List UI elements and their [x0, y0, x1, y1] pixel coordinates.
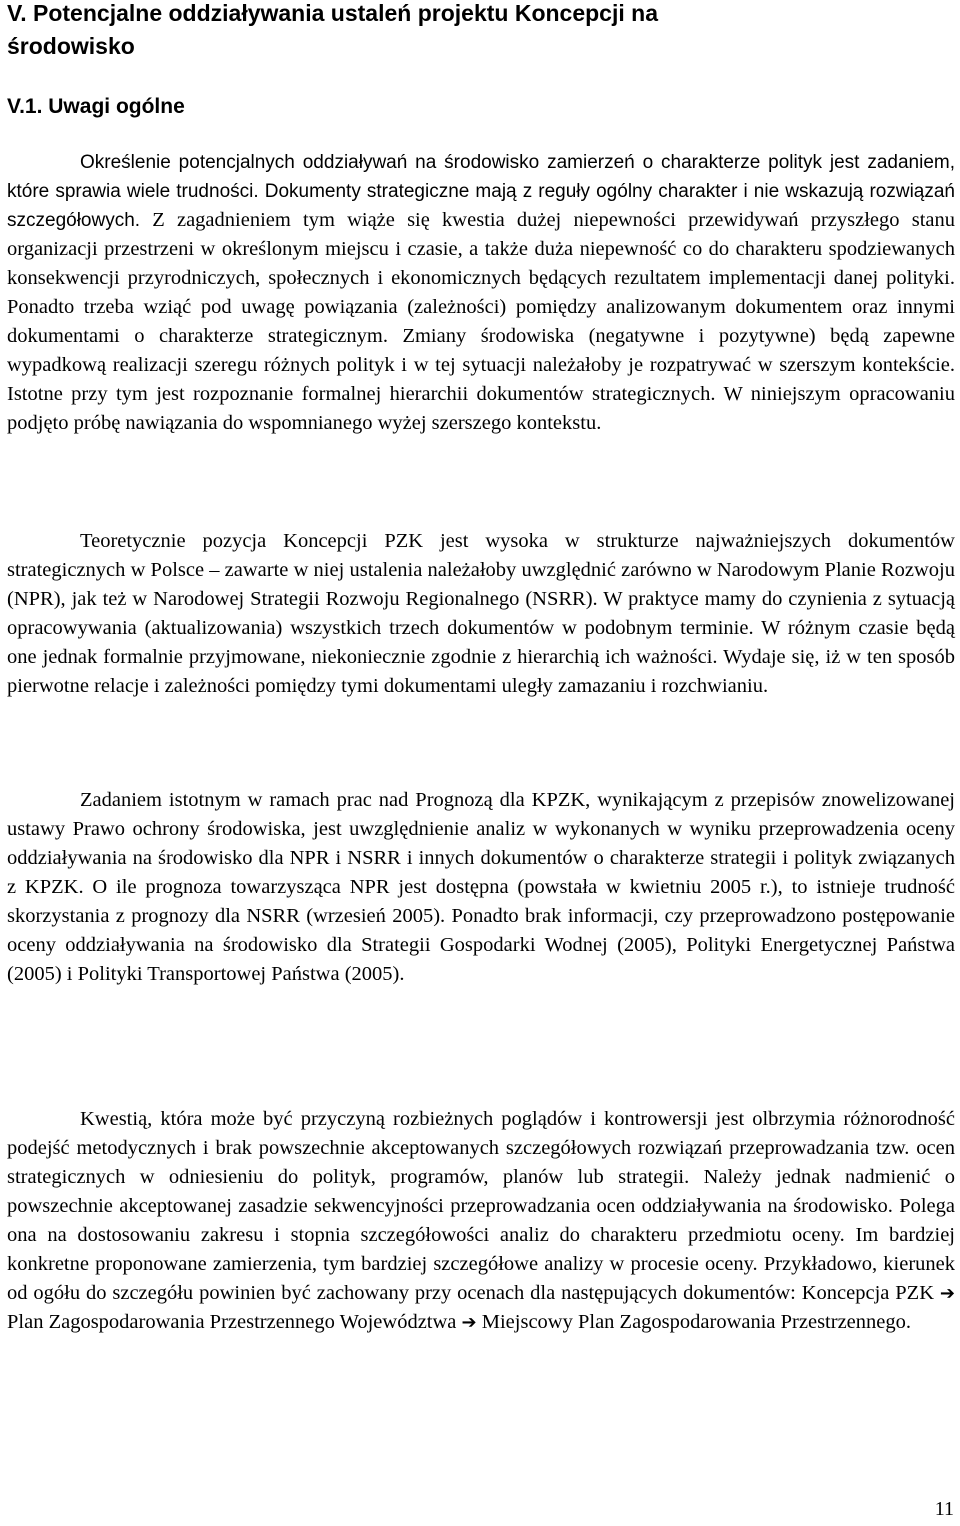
paragraph-1-serif-part: Z zagadnieniem tym wiąże się kwestia dużej niepewności przewidywań przyszłego stanu organizacji przestrzeni w określonym miejscu i czasie, a także duża niepewność co do charakteru spodziewanych konsekwencji przyrodniczych, społecznych i ekonomicznych będących rezultatem implementacji danej polityki. Ponadto trzeba wziąć pod uwagę powiązania (zależności) pomiędzy analizowanym dokumentem oraz innymi dokumentami o charakterze strategicznym. Zmiany środowiska (negatywne i pozytywne) będą zapewne wypadkową realizacji szeregu różnych polityk i w tej sytuacji należałoby je rozpatrywać w szerszym kontekście. Istotne przy tym jest rozpoznanie formalnej hierarchii dokumentów strategicznych. W niniejszym opracowaniu podjęto próbę nawiązania do wspomnianego wyżej szerszego kontekstu.	[7, 209, 955, 434]
section-heading-line1: V. Potencjalne oddziaływania ustaleń projektu Koncepcji na	[7, 0, 658, 26]
subsection-heading: V.1. Uwagi ogólne	[7, 95, 185, 118]
paragraph-4-text: Kwestią, która może być przyczyną rozbieżnych poglądów i kontrowersji jest olbrzymia różnorodność podejść metodycznych i brak powszechnie akceptowanych szczegółowych rozwiązań przeprowadzania tzw. ocen strategicznych w odniesieniu do polityk, programów, planów lub strategii. Należy jednak nadmienić o powszechnie akceptowanej zasadzie sekwencyjności przeprowadzania ocen oddziaływania na środowisko. Polega ona na dostosowaniu zakresu i stopnia szczegółowości analiz do charakteru przedmiotu oceny. Im bardziej konkretne proponowane zamierzenia, tym bardziej szczegółowe analizy w procesie oceny. Przykładowo, kierunek od ogółu do szczegółu powinien być zachowany przy ocenach dla następujących dokumentów: Koncepcja PZK	[7, 1108, 955, 1304]
paragraph-1	[7, 148, 955, 438]
paragraph-1-sans-part: Określenie potencjalnych oddziaływań na środowisko zamierzeń o charakterze polityk jest zadaniem, które sprawia wiele trudności. Dokumenty strategiczne mają z reguły ogólny charakter i nie wskazują rozwiązań szczegółowych.	[7, 152, 955, 231]
page-number: 11	[934, 1498, 954, 1520]
paragraph-4-item-3: Miejscowy Plan Zagospodarowania Przestrzennego.	[481, 1311, 911, 1333]
paragraph-4	[7, 1105, 955, 1337]
section-heading-line2: środowisko	[7, 33, 135, 59]
section-heading	[7, 0, 955, 63]
paragraph-2: Teoretycznie pozycja Koncepcji PZK jest wysoka w strukturze najważniejszych dokumentów strategicznych w Polsce – zawarte w niej ustalenia należałoby uwzględnić zarówno w Narodowym Planie Rozwoju (NPR), jak też w Narodowej Strategii Rozwoju Regionalnego (NSRR). W praktyce mamy do czynienia z sytuacją opracowywania (aktualizowania) wszystkich trzech dokumentów w podobnym terminie. W różnym czasie będą one jednak formalnie przyjmowane, niekoniecznie zgodnie z hierarchią ich ważności. Wydaje się, iż w ten sposób pierwotne relacje i zależności pomiędzy tymi dokumentami uległy zamazaniu i rozchwianiu.	[7, 530, 955, 697]
paragraph-3: Zadaniem istotnym w ramach prac nad Prognozą dla KPZK, wynikającym z przepisów znowelizowanej ustawy Prawo ochrony środowiska, jest uwzględnienie analiz w wykonanych w wyniku przeprowadzenia oceny oddziaływania na środowisko dla NPR i NSRR i innych dokumentów o charakterze strategii i polityk związanych z KPZK. O ile prognoza towarzysząca NPR jest dostępna (powstała w kwietniu 2005 r.), to istnieje trudność skorzystania z prognozy dla NSRR (wrzesień 2005). Ponadto brak informacji, czy przeprowadzono postępowanie oceny oddziaływania na środowisko dla Strategii Gospodarki Wodnej (2005), Polityki Energetycznej Państwa (2005) i Polityki Transportowej Państwa (2005).	[7, 789, 955, 985]
arrow-right-icon: ➔	[939, 1283, 955, 1304]
paragraph-4-item-2: Plan Zagospodarowania Przestrzennego Województwa	[7, 1311, 457, 1333]
arrow-right-icon: ➔	[461, 1312, 477, 1333]
